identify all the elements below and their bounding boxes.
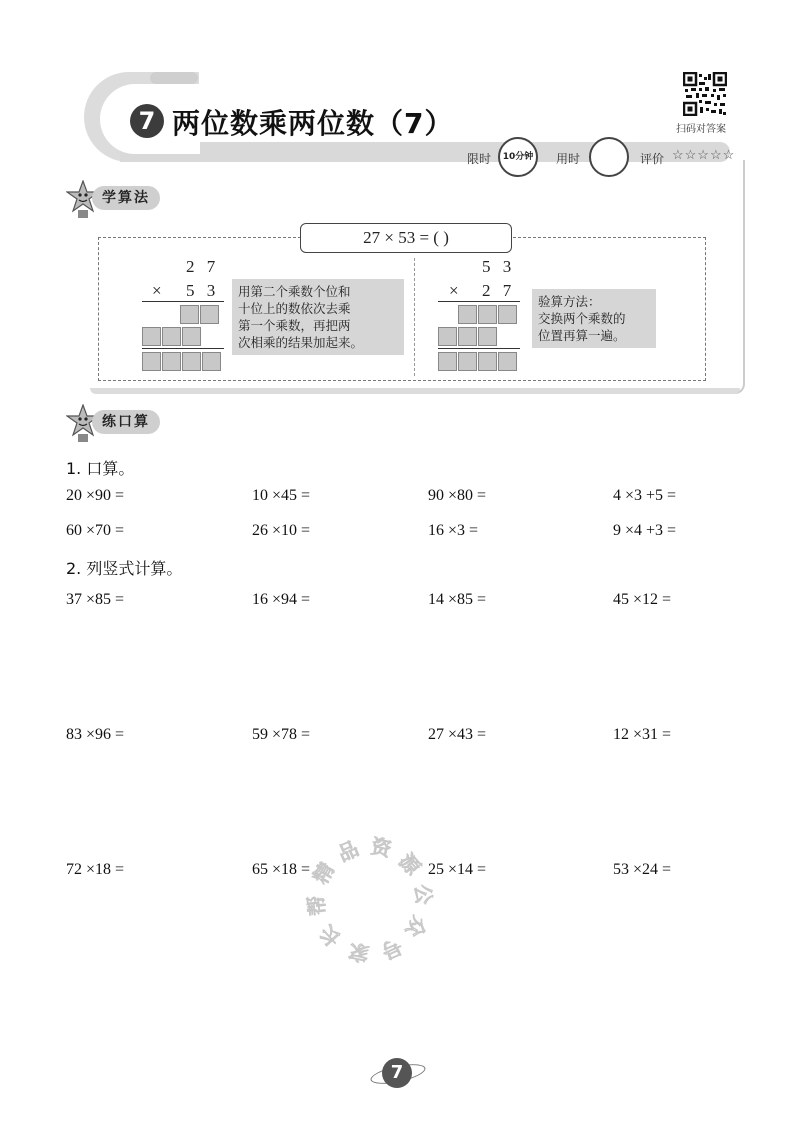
vertical-problem: 72 ×18 = — [66, 861, 125, 878]
answer-cell[interactable] — [498, 352, 517, 371]
vertical-problem: 16 ×94 = — [252, 591, 311, 608]
answer-cell[interactable] — [458, 352, 477, 371]
page-number: 7 — [382, 1058, 412, 1088]
right-partial-1 — [458, 305, 517, 324]
watermark-char: 资 — [368, 833, 394, 862]
frame-right-border — [735, 160, 745, 394]
answer-cell[interactable] — [478, 327, 497, 346]
note-line: 十位上的数依次去乘 — [238, 301, 351, 316]
time-used-clock — [589, 137, 629, 177]
qr-code-icon[interactable] — [683, 72, 727, 116]
note-line: 次相乘的结果加起来。 — [238, 335, 364, 350]
answer-cell[interactable] — [202, 352, 221, 371]
right-top-multiplier: 5 3 — [482, 257, 516, 276]
right-line-1 — [438, 301, 520, 302]
answer-cell[interactable] — [182, 352, 201, 371]
left-partial-1 — [180, 305, 219, 324]
answer-cell[interactable] — [142, 327, 161, 346]
left-top-multiplier: 2 7 — [186, 257, 220, 276]
section-practice-badge — [66, 404, 166, 444]
section-learn-badge — [66, 180, 166, 220]
page-title: 两位数乘两位数（7） — [172, 107, 454, 140]
watermark-char: 公 — [410, 883, 437, 906]
oral-problem: 10 ×45 = — [252, 487, 311, 504]
q1-heading: 1. 口算。 — [66, 459, 135, 478]
rating-stars[interactable]: ☆☆☆☆☆ — [672, 148, 736, 163]
vertical-problem: 59 ×78 = — [252, 726, 311, 743]
vertical-problem: 25 ×14 = — [428, 861, 487, 878]
frame-bottom-border — [90, 388, 740, 394]
watermark-char: 众 — [400, 912, 432, 942]
oral-problem: 4 ×3 +5 = — [613, 487, 677, 504]
answer-cell[interactable] — [142, 352, 161, 371]
watermark-char: 源 — [394, 848, 426, 880]
left-times-sign: × — [152, 281, 162, 300]
note-line: 位置再算一遍。 — [538, 328, 626, 343]
oral-problem: 9 ×4 +3 = — [613, 522, 677, 539]
vertical-problem: 53 ×24 = — [613, 861, 672, 878]
answer-cell[interactable] — [458, 327, 477, 346]
answer-cell[interactable] — [182, 327, 201, 346]
note-line: 验算方法： — [538, 294, 601, 309]
left-line-2 — [142, 348, 224, 349]
left-method-note — [232, 279, 404, 355]
watermark-char: 家 — [346, 938, 372, 967]
oral-problem: 90 ×80 = — [428, 487, 487, 504]
vertical-problem: 45 ×12 = — [613, 591, 672, 608]
note-line: 交换两个乘数的 — [538, 311, 626, 326]
oral-problem: 16 ×3 = — [428, 522, 479, 539]
right-result — [438, 352, 517, 371]
right-bottom-multiplier: 2 7 — [482, 281, 516, 300]
watermark-stamp — [300, 830, 440, 970]
answer-cell[interactable] — [478, 305, 497, 324]
answer-cell[interactable] — [162, 327, 181, 346]
lesson-number-badge: 7 — [130, 104, 164, 138]
method-equation: 27 × 53 = ( ) — [300, 223, 512, 253]
time-limit-clock: 10分钟 — [498, 137, 538, 177]
answer-cell[interactable] — [498, 305, 517, 324]
right-method-note — [532, 289, 656, 348]
answer-cell[interactable] — [438, 327, 457, 346]
right-times-sign: × — [449, 281, 459, 300]
section-learn-title: 学算法 — [92, 186, 160, 210]
header-band-top — [150, 72, 198, 84]
section-practice-title: 练口算 — [92, 410, 160, 434]
vertical-problem: 12 ×31 = — [613, 726, 672, 743]
right-partial-2 — [438, 327, 497, 346]
answer-cell[interactable] — [478, 352, 497, 371]
vertical-problem: 14 ×85 = — [428, 591, 487, 608]
time-limit-label: 限时 — [467, 152, 492, 166]
oral-problem: 26 ×10 = — [252, 522, 311, 539]
qr-label: 扫码对答案 — [676, 124, 726, 135]
note-line: 用第二个乘数个位和 — [238, 284, 351, 299]
left-partial-2 — [142, 327, 201, 346]
vertical-problem: 37 ×85 = — [66, 591, 125, 608]
note-line: 第一个乘数，再把两 — [238, 318, 351, 333]
answer-cell[interactable] — [200, 305, 219, 324]
header-band-bottom — [120, 142, 730, 162]
time-used-label: 用时 — [556, 152, 581, 166]
vertical-problem: 27 ×43 = — [428, 726, 487, 743]
left-bottom-multiplier: 5 3 — [186, 281, 220, 300]
answer-cell[interactable] — [458, 305, 477, 324]
right-line-2 — [438, 348, 520, 349]
watermark-char: 号 — [377, 933, 406, 964]
answer-cell[interactable] — [180, 305, 199, 324]
oral-problem: 60 ×70 = — [66, 522, 125, 539]
q2-heading: 2. 列竖式计算。 — [66, 559, 183, 578]
method-divider — [414, 258, 415, 376]
left-line-1 — [142, 301, 224, 302]
left-result — [142, 352, 221, 371]
vertical-problem: 83 ×96 = — [66, 726, 125, 743]
watermark-char: 长 — [314, 920, 346, 952]
vertical-problem: 65 ×18 = — [252, 861, 311, 878]
watermark-char: 精 — [308, 858, 340, 888]
watermark-char: 品 — [334, 836, 363, 867]
oral-problem: 20 ×90 = — [66, 487, 125, 504]
rating-label: 评价 — [640, 152, 665, 166]
answer-cell[interactable] — [162, 352, 181, 371]
watermark-char: 帮 — [303, 894, 330, 917]
answer-cell[interactable] — [438, 352, 457, 371]
